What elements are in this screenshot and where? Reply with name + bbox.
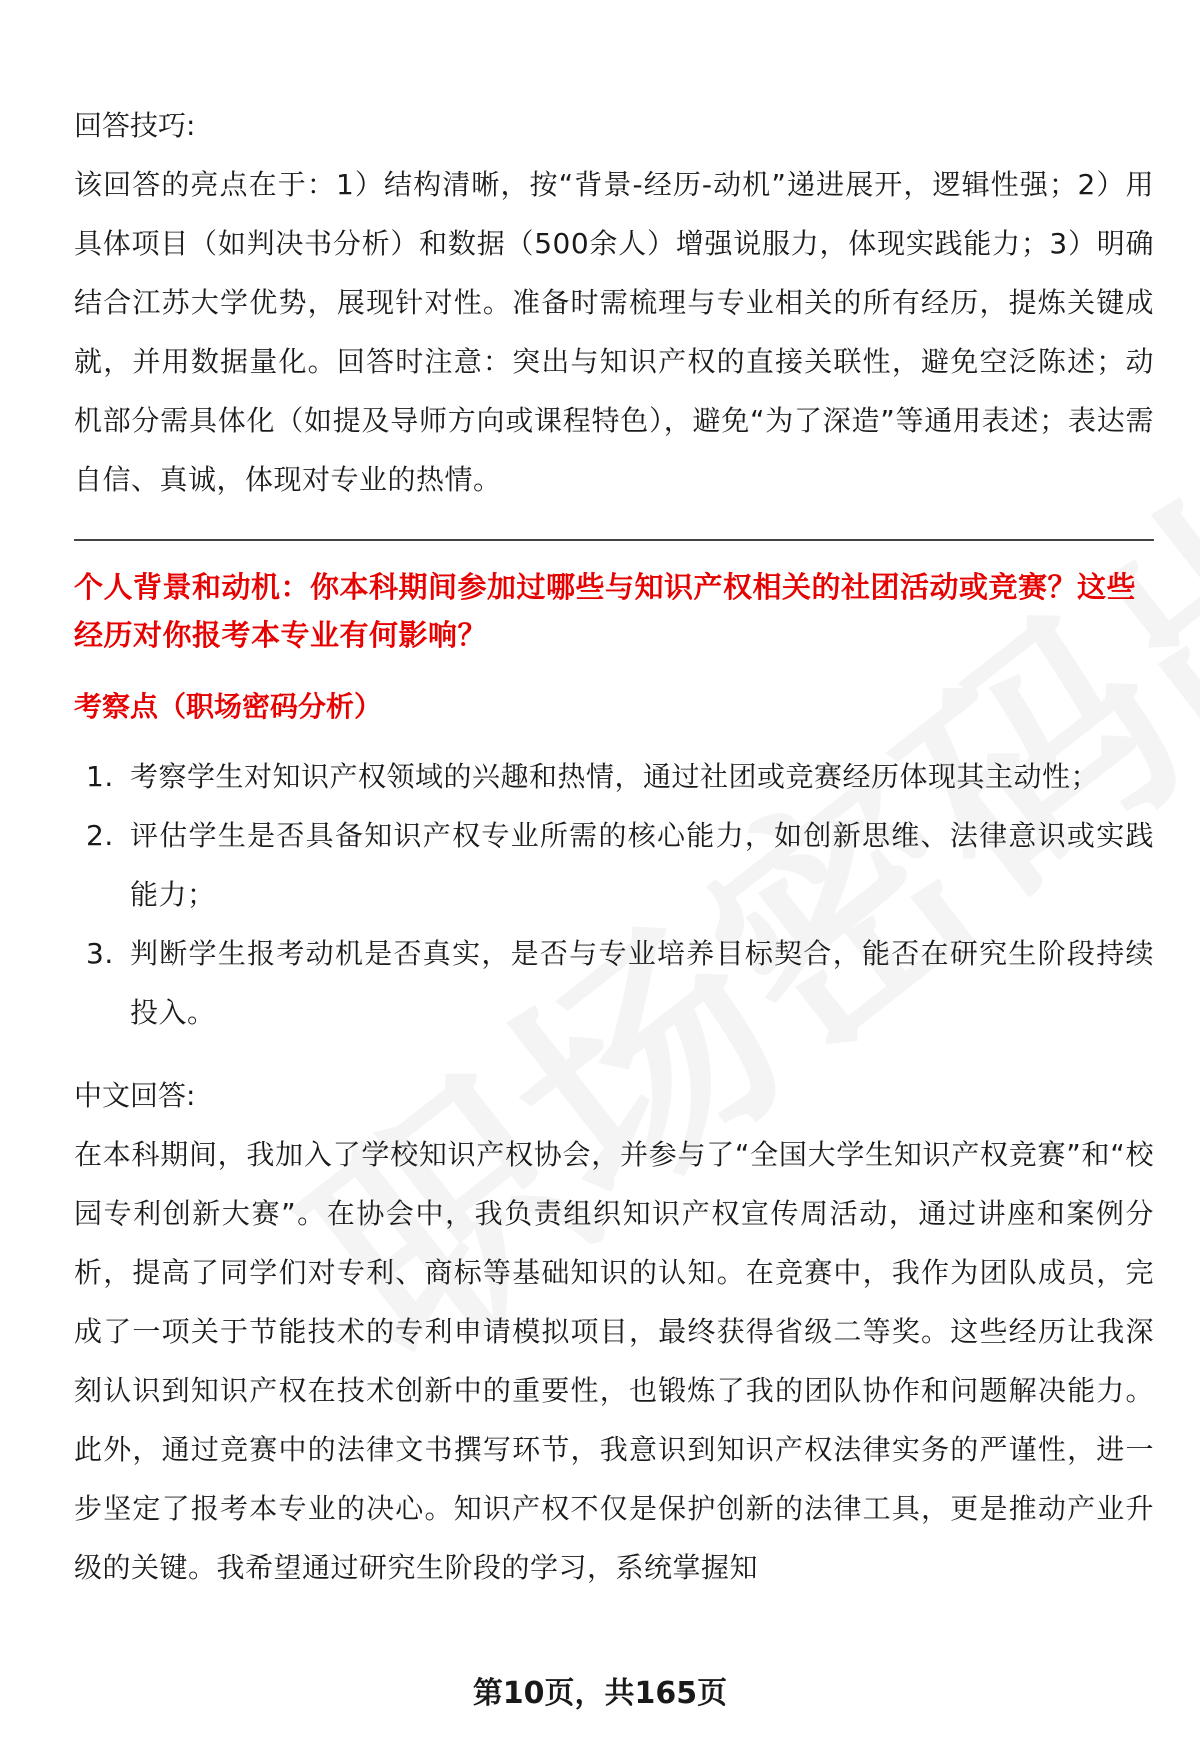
- question-heading: 个人背景和动机：你本科期间参加过哪些与知识产权相关的社团活动或竞赛？这些经历对你报考本专业有何影响？: [74, 570, 1137, 652]
- chinese-answer-body: 在本科期间，我加入了学校知识产权协会，并参与了“全国大学生知识产权竞赛”和“校园专利创新大赛”。在协会中，我负责组织知识产权宣传周活动，通过讲座和案例分析，提高了同学们对专利、商标等基础知识的认知。在竞赛中，我作为团队成员，完成了一项关于节能技术的专利申请模拟项目，最终获得省级二等奖。这些经历让我深刻认识到知识产权在技术创新中的重要性，也锻炼了我的团队协作和问题解决能力。此外，通过竞赛中的法律文书撰写环节，我意识到知识产权法律实务的严谨性，进一步坚定了报考本专业的决心。知识产权不仅是保护创新的法律工具，更是推动产业升级的关键。我希望通过研究生阶段的学习，系统掌握知: [74, 1138, 1154, 1584]
- assessment-heading: 考察点（职场密码分析）: [74, 690, 383, 723]
- document-page: [74, 96, 1154, 1597]
- assessment-item: [74, 747, 1154, 806]
- list-item-text: 考察学生对知识产权领域的兴趣和热情，通过社团或竞赛经历体现其主动性；: [130, 760, 1100, 793]
- page-footer: 第10页，共165页: [472, 1676, 728, 1711]
- list-number: 2.: [86, 819, 114, 852]
- assessment-item: [74, 924, 1154, 1042]
- answer-tips-label: 回答技巧:: [74, 109, 196, 142]
- assessment-list: [74, 747, 1154, 1042]
- list-item-text: 评估学生是否具备知识产权专业所需的核心能力，如创新思维、法律意识或实践能力；: [130, 819, 1154, 911]
- chinese-answer-label: 中文回答:: [74, 1079, 196, 1112]
- answer-tips-body: 该回答的亮点在于：1）结构清晰，按“背景-经历-动机”递进展开，逻辑性强；2）用具体项目（如判决书分析）和数据（500余人）增强说服力，体现实践能力；3）明确结合江苏大学优势，展现针对性。准备时需梳理与专业相关的所有经历，提炼关键成就，并用数据量化。回答时注意：突出与知识产权的直接关联性，避免空泛陈述；动机部分需具体化（如提及导师方向或课程特色），避免“为了深造”等通用表述；表达需自信、真诚，体现对专业的热情。: [74, 168, 1154, 496]
- list-number: 3.: [86, 937, 114, 970]
- list-item-text: 判断学生报考动机是否真实，是否与专业培养目标契合，能否在研究生阶段持续投入。: [130, 937, 1154, 1029]
- section-divider: [74, 539, 1154, 541]
- list-number: 1.: [86, 760, 114, 793]
- assessment-item: [74, 806, 1154, 924]
